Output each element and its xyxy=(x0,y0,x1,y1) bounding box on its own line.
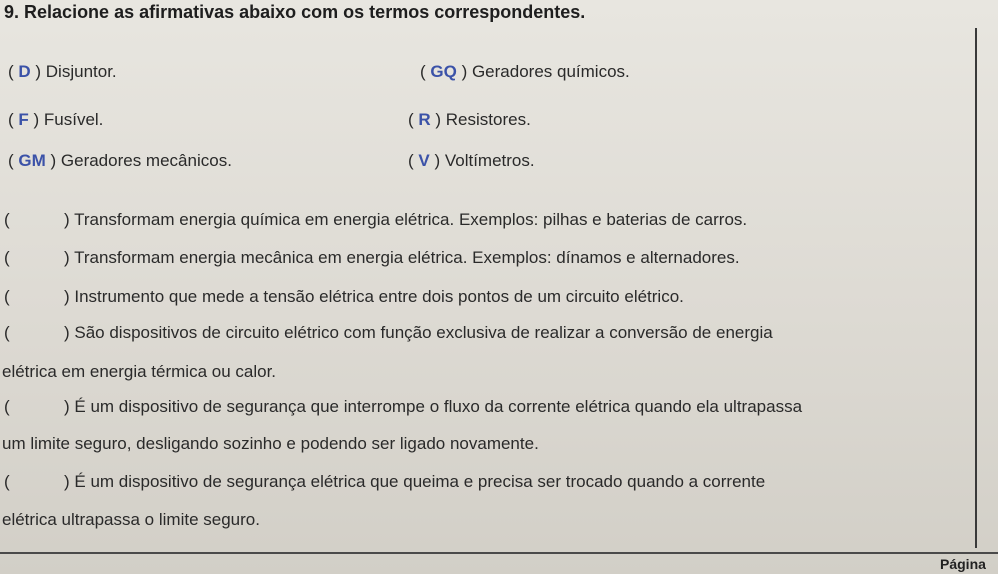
answer-blank[interactable]: ( xyxy=(4,210,10,229)
key-term: Disjuntor. xyxy=(45,62,117,81)
key-code: GQ xyxy=(430,62,457,81)
statement-text: ) É um dispositivo de segurança elétrica que queima e precisa ser trocado quando a corrente xyxy=(64,472,766,491)
answer-blank[interactable]: ( xyxy=(4,248,10,267)
statement-row xyxy=(4,210,747,230)
statement-text: ) Transformam energia mecânica em energia elétrica. Exemplos: dínamos e alternadores. xyxy=(64,248,740,267)
statement-continuation: elétrica ultrapassa o limite seguro. xyxy=(2,510,260,529)
key-term: Geradores mecânicos. xyxy=(60,151,232,170)
statement-row xyxy=(4,248,740,268)
key-item-disjuntor: ( D ) Disjuntor. xyxy=(8,62,117,81)
key-code: V xyxy=(418,151,430,170)
statement-text: ) Transformam energia química em energia elétrica. Exemplos: pilhas e baterias de carros. xyxy=(64,210,748,229)
key-code: R xyxy=(418,110,431,129)
key-item-voltimetros: ( V ) Voltímetros. xyxy=(408,151,535,170)
key-term: Fusível. xyxy=(43,110,104,129)
key-code: GM xyxy=(18,151,46,170)
statement-continuation: elétrica em energia térmica ou calor. xyxy=(2,362,277,381)
key-code: D xyxy=(18,62,31,81)
question-text: Relacione as afirmativas abaixo com os termos correspondentes. xyxy=(24,2,586,22)
statement-row xyxy=(4,472,765,492)
statement-row xyxy=(4,287,684,307)
margin-line xyxy=(975,28,977,548)
key-item-geradores-quimicos: ( GQ ) Geradores químicos. xyxy=(420,62,630,81)
statement-text: ) Instrumento que mede a tensão elétrica entre dois pontos de um circuito elétrico. xyxy=(64,287,684,306)
key-term: Voltímetros. xyxy=(444,151,535,170)
key-term: Resistores. xyxy=(445,110,531,129)
statement-continuation: um limite seguro, desligando sozinho e podendo ser ligado novamente. xyxy=(2,434,539,453)
answer-blank[interactable]: ( xyxy=(4,472,10,491)
key-code: F xyxy=(18,110,29,129)
statement-text: ) São dispositivos de circuito elétrico com função exclusiva de realizar a conversão de energia xyxy=(64,323,773,342)
key-item-fusivel: ( F ) Fusível. xyxy=(8,110,104,129)
answer-blank[interactable]: ( xyxy=(4,323,10,342)
answer-blank[interactable]: ( xyxy=(4,287,10,306)
footer-divider xyxy=(0,552,998,554)
statement-row xyxy=(4,323,773,343)
statement-text: ) É um dispositivo de segurança que interrompe o fluxo da corrente elétrica quando ela ultrapassa xyxy=(64,397,803,416)
question-title xyxy=(4,2,585,23)
answer-blank[interactable]: ( xyxy=(4,397,10,416)
page-label: Página xyxy=(940,556,986,572)
key-item-resistores: ( R ) Resistores. xyxy=(408,110,531,129)
key-term: Geradores químicos. xyxy=(471,62,630,81)
statement-row xyxy=(4,397,802,417)
key-item-geradores-mecanicos: ( GM ) Geradores mecânicos. xyxy=(8,151,232,170)
question-number: 9. xyxy=(4,2,20,22)
